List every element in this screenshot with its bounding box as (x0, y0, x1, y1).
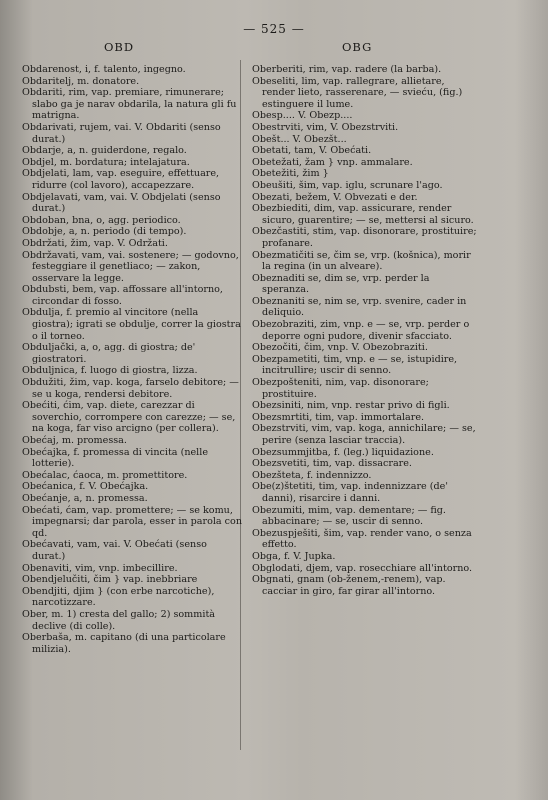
dictionary-entry: Obduljački, a, o, agg. di giostra; de' giostratori. (22, 342, 196, 365)
dictionary-entry: Obesp.... V. Obezp.... (252, 110, 353, 122)
dictionary-entry: Obezsvetiti, tim, vap. dissacrare. (252, 458, 412, 470)
dictionary-entry: Obgnati, gnam (ob-ženem,-renem), vap. cacciar in giro, far girar all'intorno. (252, 574, 446, 597)
dictionary-entry: Obdoban, bna, o, agg. periodico. (22, 214, 181, 226)
right-column (252, 64, 478, 597)
dictionary-entry: Obešt... V. Obezšt... (252, 133, 347, 145)
dictionary-entry: Obe(z)štetiti, tim, vap. indennizzare (de' danni), risarcire i danni. (252, 481, 448, 504)
dictionary-entry: Obećiti, ćim, vap. diete, carezzar di soverchio, corrompere con carezze; — se, na koga, far viso arcigno (per collera). (22, 400, 236, 435)
dictionary-entry: Obdarenost, i, f. talento, ingegno. (22, 64, 186, 75)
dictionary-entry: Obezbiediti, dim, vap. assicurare, render sicuro, guarentire; — se, mettersi al sicuro. (252, 203, 474, 226)
dictionary-entry: Obdužiti, žim, vap. koga, farselo debitore; — se u koga, rendersi debitore. (22, 377, 239, 400)
dictionary-entry: Obdjelavati, vam, vai. V. Obdjelati (senso durat.) (22, 191, 221, 215)
dictionary-entry: Obezočiti, čim, vnp. V. Obezobraziti. (252, 342, 428, 354)
dictionary-entry: Obećavati, vam, vai. V. Obećati (senso durat.) (22, 539, 207, 562)
dictionary-entry: Obdjelati, lam, vap. eseguire, effettuare, ridurre (col lavoro), accapezzare. (22, 168, 220, 191)
dictionary-entry: Obga, f. V. Jupka. (252, 550, 336, 562)
dictionary-entry: Obezsiniti, nim, vnp. restar privo di figli. (252, 400, 450, 412)
dictionary-entry: Obećalac, ćaoca, m. promettitore. (22, 469, 188, 481)
dictionary-entry: Obestrviti, vim, V. Obezstrviti. (252, 121, 399, 133)
dictionary-entry: Obdržati, žim, vap. V. Održati. (22, 237, 168, 249)
dictionary-entry: Obdržavati, vam, vai. sostenere; — godovno, festeggiare il genetliaco; — zakon, osservare la legge. (22, 249, 239, 284)
dictionary-entry: Oberberiti, rim, vap. radere (la barba). (252, 64, 442, 75)
dictionary-entry: Obglodati, djem, vap. rosecchiare all'intorno. (252, 562, 473, 574)
page-number: — 525 — (243, 22, 305, 36)
dictionary-entry: Obendjiti, djim } (con erbe narcotiche), narcotizzare. (22, 585, 215, 609)
right-column-header: OBG (342, 40, 373, 54)
dictionary-entry: Obeznaniti se, nim se, vrp. svenire, cader in deliquio. (252, 295, 467, 319)
dictionary-entry: Obduljnica, f. luogo di giostra, lizza. (22, 365, 198, 377)
dictionary-entry: Obezstrviti, vim, vap. koga, annichilare; — se, perire (senza lasciar traccia). (252, 423, 476, 446)
dictionary-entry: Obeznaditi se, dim se, vrp. perder la speranza. (252, 272, 430, 296)
dictionary-entry: Obezpošteniti, nim, vap. disonorare; prostituire. (252, 377, 429, 400)
dictionary-entry: Ober, m. 1) cresta del gallo; 2) sommità declive (di colle). (22, 608, 216, 632)
dictionary-entry: Obezsummjitba, f. (leg.) liquidazione. (252, 446, 434, 458)
dictionary-entry: Obetati, tam, V. Obećati. (252, 145, 372, 157)
dictionary-entry: Obdobje, a, n. periodo (di tempo). (22, 226, 187, 238)
dictionary-entry: Obenaviti, vim, vnp. imbecillire. (22, 562, 178, 574)
dictionary-entry: Obezati, bežem, V. Obvezati e der. (252, 191, 418, 203)
dictionary-entry: Obezumiti, mim, vap. dementare; — fig. abbacinare; — se, uscir di senno. (252, 504, 446, 528)
left-column-header: OBD (104, 40, 135, 54)
dictionary-entry: Obdulja, f. premio al vincitore (nella giostra); igrati se obdulje, correr la giostra o il torneo. (22, 307, 241, 342)
dictionary-entry: Obećati, ćam, vap. promettere; — se komu, impegnarsi; dar parola, esser in parola con qd. (22, 504, 243, 539)
dictionary-entry: Obećaj, m. promessa. (22, 435, 127, 446)
dictionary-entry: Obendjelučiti, čim } vap. inebbriare (22, 574, 198, 586)
dictionary-entry: Obeušiti, šim, vap. iglu, scrunare l'ago. (252, 179, 443, 191)
dictionary-entry: Obezpametiti, tim, vnp. e — se, istupidire, incitrullire; uscir di senno. (252, 353, 458, 377)
dictionary-entry: Obdaritelj, m. donatore. (22, 75, 140, 87)
dictionary-entry: Obdarje, a, n. guiderdone, regalo. (22, 145, 187, 157)
dictionary-entry: Oberbaša, m. capitano (di una particolare milizia). (22, 632, 226, 655)
dictionary-entry: Obezuspješiti, šim, vap. render vano, o senza effetto. (252, 527, 472, 551)
dictionary-entry: Obetežati, žam } vnp. ammalare. (252, 156, 413, 168)
dictionary-entry: Obdariti, rim, vap. premiare, rimunerare; slabo ga je narav obdarila, la natura gli fu matrigna. (22, 87, 237, 122)
dictionary-entry: Obdubsti, bem, vap. affossare all'intorno, circondar di fosso. (22, 284, 223, 307)
dictionary-entry: Obeseliti, lim, vap. rallegrare, allietare, render lieto, rasserenare, — svieću, (fig.) estinguere il lume. (252, 75, 463, 110)
dictionary-entry: Obećanje, a, n. promessa. (22, 492, 148, 504)
left-column (22, 64, 242, 655)
dictionary-entry: Obdarivati, rujem, vai. V. Obdariti (senso durat.) (22, 121, 221, 145)
dictionary-entry: Obezčastiti, stim, vap. disonorare, prostituire; profanare. (252, 226, 477, 249)
dictionary-entry: Obezšteta, f. indennizzo. (252, 469, 372, 481)
dictionary-entry: Obećajka, f. promessa di vincita (nelle lotterie). (22, 446, 208, 470)
dictionary-entry: Obetežiti, žim } (252, 168, 329, 180)
dictionary-entry: Obdjel, m. bordatura; intelajatura. (22, 156, 190, 168)
dictionary-entry: Obezobraziti, zim, vnp. e — se, vrp. perder o deporre ogni pudore, divenir sfacciato. (252, 319, 470, 342)
dictionary-entry: Obezmatičiti se, čim se, vrp. (košnica), morir la regina (in un alveare). (252, 249, 471, 273)
dictionary-entry: Obećanica, f. V. Obećajka. (22, 481, 149, 493)
dictionary-entry: Obezsmrtiti, tim, vap. immortalare. (252, 411, 425, 423)
